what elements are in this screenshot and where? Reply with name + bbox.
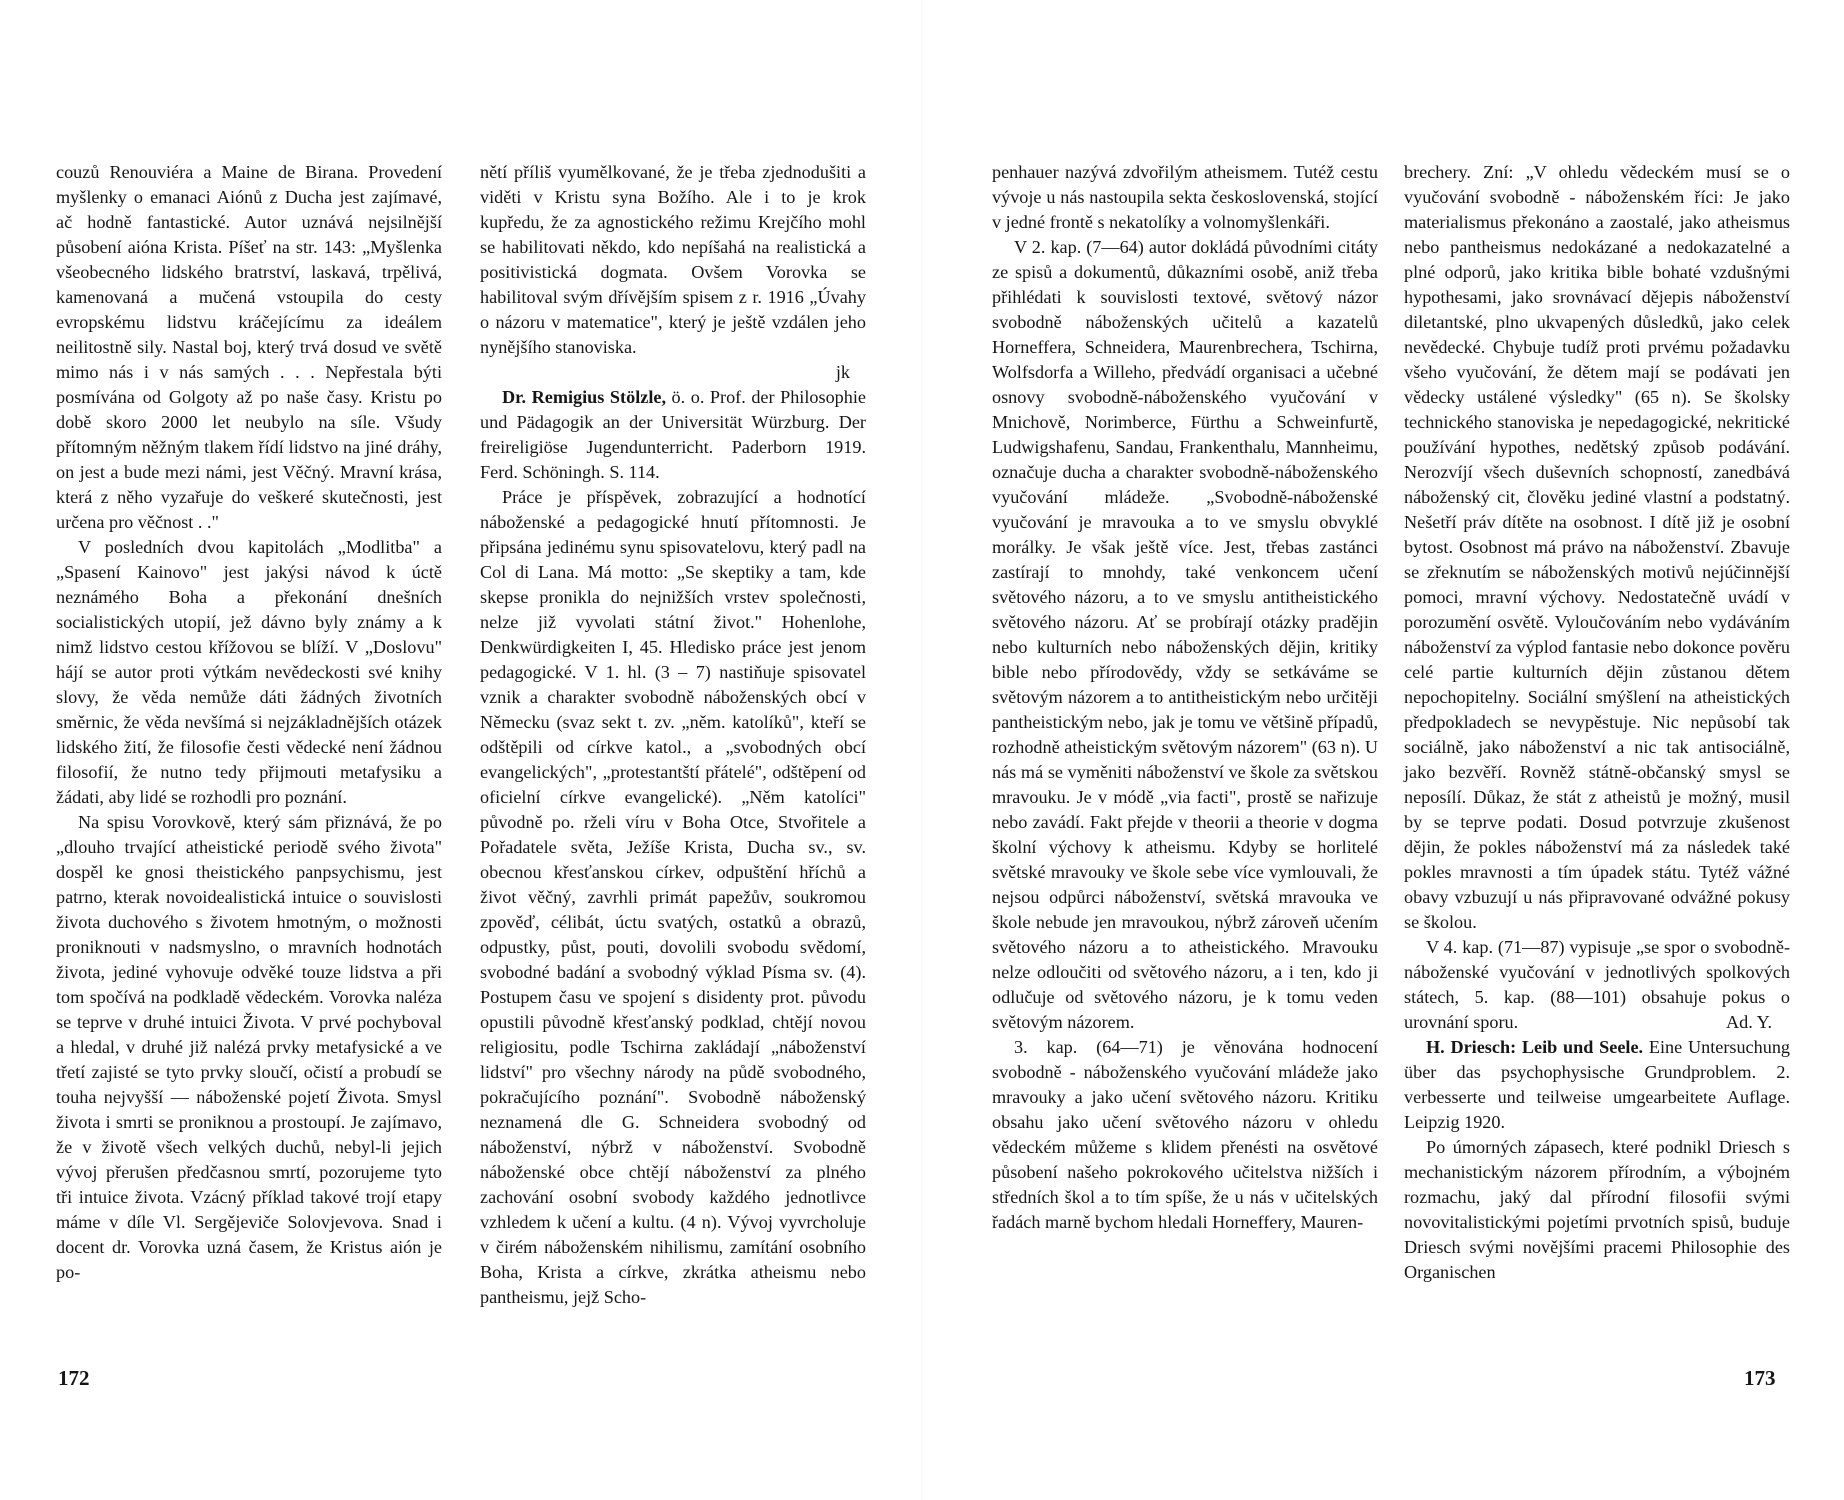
reviewer-signature: jk bbox=[835, 362, 850, 382]
paragraph: V posledních dvou kapitolách „Modlitba" a „Spasení Kainovo" jest jakýsi návod k úctě neznámého Boha a překonání dnešních socialistických utopií, jež dávno byly známy a k nimž lidstvo cestou křížovou se blíží. V „Doslovu" hájí se autor proti výtkám nevědeckosti své knihy slovy, že věda nemůže dáti žádných životních směrnic, že věda nevšímá si nejzákladnějších otázek lidského žití, že filosofie česti vědecké není žádnou filosofií, že nutno tedy přijmouti metafysiku a žádati, aby lidé se rozhodli pro poznání. bbox=[56, 537, 442, 807]
paragraph-text: V 4. kap. (71—87) vypisuje „se spor o svobodně-náboženské vyučování v jednotlivých spolkových státech, 5. kap. (88—101) obsahuje pokus o urovnání sporu. bbox=[1404, 937, 1790, 1032]
book-reference bbox=[480, 385, 866, 485]
left-page-column-1 bbox=[56, 160, 442, 1285]
book-reference bbox=[1404, 1035, 1790, 1135]
book-author: Dr. Remigius Stölzle, bbox=[502, 387, 666, 407]
paragraph: penhauer nazývá zdvořilým atheismem. Tutéž cestu vývoje u nás nastoupila sekta československá, stojící v jedné frontě s nekatolíky a volnomyšlenkáři. bbox=[992, 162, 1378, 232]
reviewer-signature: Ad. Y. bbox=[1726, 1012, 1772, 1032]
book-details: ö. o. Prof. der Philosophie und Pädagogik an der Universität Würzburg. Der freireligiöse Jugendunterricht. Paderborn 1919. Ferd. Schöningh. S. 114. bbox=[480, 387, 866, 482]
paragraph: brechery. Zní: „V ohledu vědeckém musí se o vyučování svobodně - náboženském říci: Je jako materialismus překonáno a zaostalé, jako atheismus nebo pantheismus nedokázané a nedokazatelné a plné odporů, jako kritika bible bohaté vzdušnými hypothesami, jako srovnávací dějepis náboženství diletantské, plno ukvapených důsledků, jako celek nevědecké. Chybuje tudíž proti prvému požadavku všeho vyučování, že dětem mají se podávati jen vědecky ustálené výsledky" (65 n). Se školsky technického stanoviska je nepedagogické, nekritické používání hypothes, nedětský způsob podávání. Nerozvíjí všech duševních schopností, zanedbává náboženský cit, člověku jediné vlastní a podstatný. Nešetří práv dítěte na osobnost. I dítě již je osobní bytost. Osobnost má právo na náboženství. Zbavuje se zřeknutím se náboženských motivů nejúčinnější pomoci, mravní výchovy. Nedostatečně uvádí v porozumění osvětě. Vyloučováním nebo vydáváním náboženství za výplod fantasie nebo dokonce pověru celé partie kulturních dějin zůstanou dětem nepochopitelny. Sociální smýšlení na atheistických předpokladech se nevypěstuje. Nic nepůsobí tak sociálně, jako náboženství a nic tak antisociálně, jako bezvěří. Rovněž státně-občanský smysl se neposílí. Důkaz, že stát z atheistů je možný, musil by se teprve podati. Dosud potvrzuje zkušenost dějin, že pokles náboženství má za následek také pokles mravnosti a tím úpadek státu. Tytéž vážné obavy vzbuzují u nás připravované odvážné pokusy se školou. bbox=[1404, 162, 1790, 932]
right-page-column-2 bbox=[1404, 160, 1790, 1285]
book-author: H. Driesch: Leib und Seele. bbox=[1426, 1037, 1644, 1057]
page-number: 172 bbox=[58, 1366, 90, 1390]
paragraph: Práce je příspěvek, zobrazující a hodnotící náboženské a pedagogické hnutí přítomnosti. Je připsána jedinému synu spisovatelovu, který padl na Col di Lana. Má motto: „Se skeptiky a tam, kde skepse pronikla do nejnižších vrstev společnosti, nelze již vyvolati státní život." Hohenlohe, Denkwürdigkeiten I, 45. Hledisko práce jest jenom pedagogické. V 1. hl. (3 – 7) nastiňuje spisovatel vznik a charakter svobodně náboženských obcí v Německu (svaz sekt t. zv. „něm. katolíků", kteří se odštěpili od církve katol., a „svobodných obcí evangelických", „protestantští přátelé", odštěpení od oficielní církve evangelické). „Něm katolíci" původně po. rželi víru v Boha Otce, Stvořitele a Pořadatele světa, Ježíše Krista, Ducha sv., sv. obecnou křesťanskou církev, odpuštění hříchů a život věčný, zavrhli primát papežův, soukromou zpověď, célibát, úctu svatých, ostatků a obrazů, odpustky, půst, pouti, dovolili svobodu svědomí, svobodné badání a svobodný výklad Písma sv. (4). Postupem času ve spojení s disidenty prot. původu opustili původně křesťanský podklad, chtějí novou religiositu, podle Tschirna zakládají „náboženství lidství" pro všechny národy na půdě svobodného, pokračujícího poznání". Svobodně náboženský neznamená dle G. Schneidera svobodný od náboženství, nýbrž v náboženství. Svobodně náboženské obce chtějí náboženství za plného zachování osobní svobody každého jednotlivce vzhledem k učení a kultu. (4 n). Vývoj vyvrcholuje v čirém náboženském nihilismu, zamítání osobního Boha, Krista a církve, zkrátka atheismu nebo pantheismu, jejž Scho- bbox=[480, 487, 866, 1307]
paragraph: Na spisu Vorovkově, který sám přiznává, že po „dlouho trvající atheistické periodě svého života" dospěl ke gnosi theistického panpsychismu, jest patrno, kterak novoidealistická intuice o souvislosti života duchového s životem hmotným, o možnosti proniknouti v nadsmyslno, o mravních hodnotách života, jediné vyhovuje odvěké touze lidstva a při tom spočívá na podkladě vědeckém. Vorovka naléza se teprve v druhé intuici Života. V prvé pochyboval a hledal, v druhé již nalézá prvky metafysické a ve třetí zajisté se tyto prvky sloučí, očistí a probudí se touha nejvyšší — náboženské pojetí Života. Smysl života i smrti se proniknou a prostoupí. Je zajímavo, že v životě všech velkých duchů, nebyl-li jejich vývoj přerušen předčasnou smrtí, pozorujeme tyto tři intuice života. Vzácný příklad takové trojí etapy máme v díle Vl. Sergějeviče Solovjevova. Snad i docent dr. Vorovka uzná časem, že Kristus aión je po- bbox=[56, 812, 442, 1282]
paragraph bbox=[1404, 935, 1790, 1035]
right-page-column-1 bbox=[992, 160, 1378, 1235]
paragraph: Po úmorných zápasech, které podnikl Driesch s mechanistickým názorem přírodním, a výbojném rozmachu, jaký dal přírodní filosofii svými novovitalistickými pojetími prvotních spisů, buduje Driesch svými novějšími pracemi Philosophie des Organischen bbox=[1404, 1137, 1790, 1282]
paragraph: couzů Renouviéra a Maine de Birana. Provedení myšlenky o emanaci Aiónů z Ducha jest zajímavé, ač hodně fantastické. Autor uznává nejsilnější působení aióna Krista. Píšeť na str. 143: „Myšlenka všeobecného lidského bratrství, laskavá, trpělivá, kamenovaná a mučená vstoupila do cesty evropskému lidstvu kráčejícímu za ideálem neilitostně sily. Nastal boj, který trvá dosud ve světě mimo nás i v nás samých . . . Nepřestala býti posmívána od Golgoty až po naše časy. Kristu po době skoro 2000 let neubylo na síle. Všudy přítomným něžným tlakem řídí lidstvo na jiné dráhy, on jest a bude mezi námi, jest Věčný. Mravní krása, která z něho vyzařuje do veškeré skutečnosti, jest určena pro věčnost . ." bbox=[56, 162, 442, 532]
right-page bbox=[922, 0, 1844, 1500]
paragraph: V 2. kap. (7—64) autor dokládá původními citáty ze spisů a dokumentů, důkazními osobě, aniž třeba přihlédati k souvislosti textové, světový názor svobodně náboženských učitelů a kazatelů Horneffera, Schneidera, Maurenbrechera, Tschirna, Wolfsdorfa a Willeho, předvádí organisaci a učebné osnovy svobodně-náboženského vyučování v Mnichově, Norimberce, Fürthu a Schweinfurtě, Ludwigshafenu, Sandau, Frankenthalu, Mannheimu, označuje ducha a charakter svobodně-náboženského vyučování mládeže. „Svobodně-náboženské vyučování je mravouka a to ve smyslu obvyklé morálky. Je však ještě více. Jest, třebas zastánci zastírají to mnohdy, také venkoncem učení světového názoru, a to ve smyslu antitheistického světového názoru. Ať se probírají otázky pradějin nebo kulturních nebo náboženských dějin, kritiky bible nebo přírodovědy, vždy se setkáváme se světovým názorem a to antitheistickým nebo určitěji pantheistickým nebo, jak je tomu ve většině případů, rozhodně atheistickým světovým názorem" (63 n). U nás má se vyměniti náboženství ve škole za světskou mravouku. Je v módě „via facti", prostě se nařizuje nebo zavádí. Fakt přejde v theorii a theorie v dogma školní výchovy k atheismu. Kdyby se horlitelé světské mravouky ve škole sebe více vymlouvali, že nejsou odpůrci náboženství, světská mravouka ve škole nebude jen mravoukou, nýbrž zároveň učením světového názoru a to atheistického. Mravouku nelze odloučiti od světového názoru, a i ten, kdo ji odlučuje od světového názoru, je k tomu veden světovým názorem. bbox=[992, 237, 1378, 1032]
book-details: Eine Untersuchung über das psychophysische Grundproblem. 2. verbesserte und teilweise umgearbeitete Auflage. Leipzig 1920. bbox=[1404, 1037, 1791, 1132]
paragraph: nětí příliš vyumělkované, že je třeba zjednodušiti a viděti v Kristu syna Božího. Ale i to je krok kupředu, že za agnostického režimu Krejčího mohl se habilitovati někdo, kdo nepíšahá na realistická a positivistická dogmata. Ovšem Vorovka se habilitoval svým dřívějším spisem z r. 1916 „Úvahy o názoru v matematice", který je ještě vzdálen jeho nynějšího stanoviska. bbox=[480, 162, 866, 357]
paragraph: 3. kap. (64—71) je věnována hodnocení svobodně - náboženského vyučování mládeže jako mravouky a jako učení světového názoru. Kritiku obsahu jako učení světového názoru v ohledu vědeckém můžeme s klidem přenésti na osvětové působení našeho pokrokového učitelstva nižších i středních škol a to tím spíše, že u nás v učitelských řadách marně bychom hledali Horneffery, Mauren- bbox=[992, 1037, 1378, 1232]
page-number: 173 bbox=[1744, 1366, 1776, 1390]
left-page-column-2 bbox=[480, 160, 866, 1310]
